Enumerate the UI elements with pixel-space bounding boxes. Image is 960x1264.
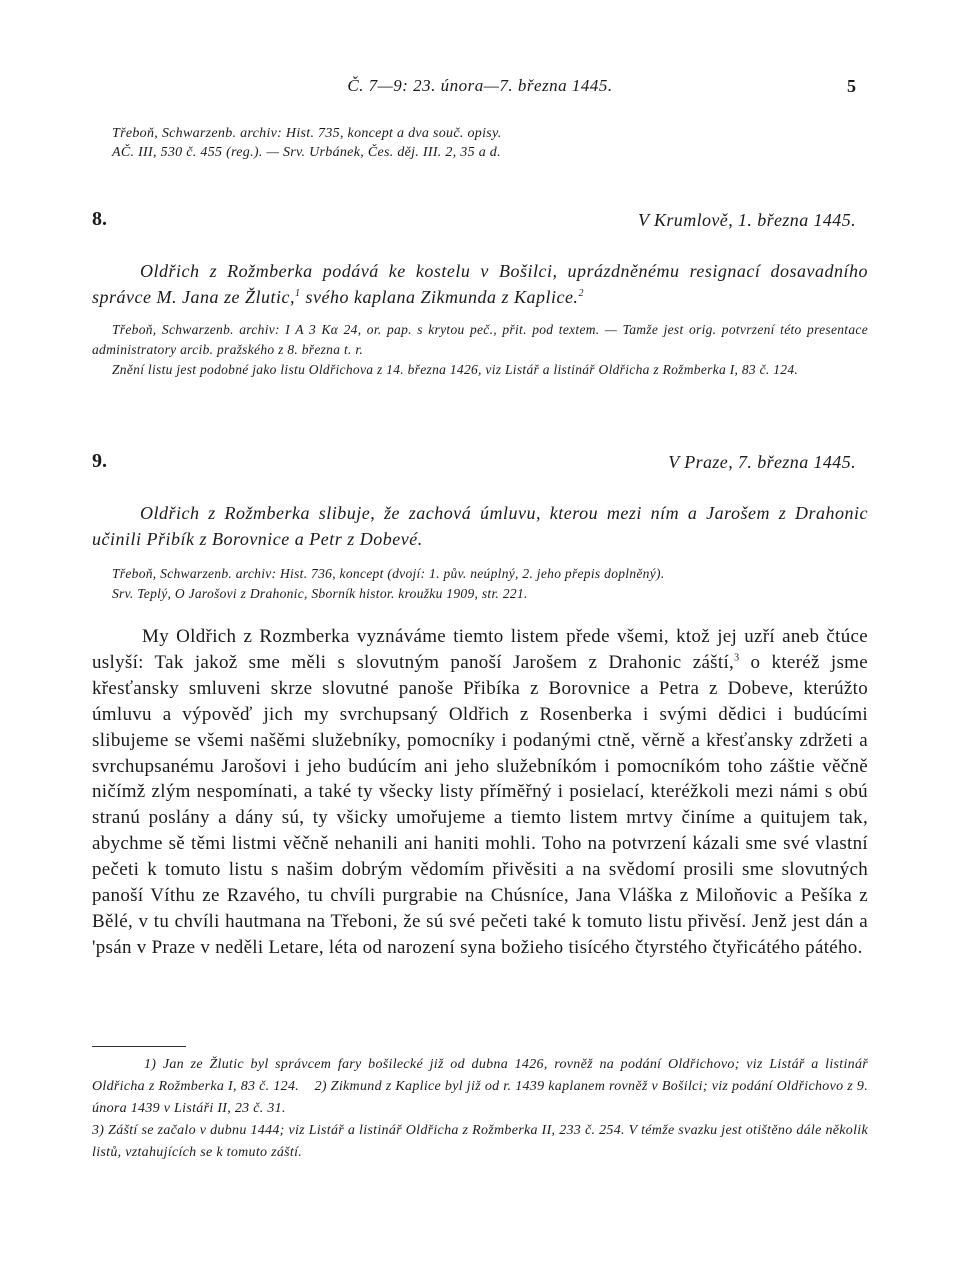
doc8-regest — [92, 258, 868, 310]
footnote-ref[interactable]: 1 — [294, 288, 301, 299]
charter-text-part: My Oldřich z Rozmberka vyznáváme tiemto listem přede všemi, ktož jej uzří aneb čtúce uslyší: Tak jakož sme měli s slovutným panoší Jarošem z Drahonic záští, — [92, 626, 868, 673]
regest-text: Oldřich z Rožmberka podává ke kostelu v Bošilci, uprázdněnému resignací dosavadního správce M. Jana ze Žlutic, — [92, 261, 868, 307]
source-line: AČ. III, 530 č. 455 (reg.). — Srv. Urbánek, Čes. děj. III. 2, 35 a d. — [112, 145, 501, 160]
doc9-place-date: V Praze, 7. března 1445. — [668, 452, 856, 472]
charter-text — [92, 624, 868, 961]
charter-text-part: o kteréž jsme křesťansky smluveni skrze slovutné panoše Přibíka z Borovnice a Petra z Dobeve, kterúžto úmluvu a výpověď jich my svrchupsaný Oldřich z Rosenberka i svými dědici i budúcími slibujeme se všemi našěmi služebníky, pomocníky i podanými ctně, věrně a křesťansky zdržeti a svrchupsanému Jarošovi i jeho budúcím ani jeho služebníkóm i pomocníkóm toho záštie věčně ničímž zlým nespomínati, a také ty všecky listy přímĕřný i posielací, kteréžkoli mezi námi s obú stranú poslány a dány sú, ty všicky umořujeme a tiemto listem mrtvy činíme a quitujem tak, abychme sě těmi listmi věčně nehanili ani haniti mohli. Toho na potvrzení kázali sme své vlastní pečeti k tomuto listu s našim dobrým vědomím přivěsiti a na svědomí prosili sme slovutných panoší Víthu ze Rzavého, tu chvíli purgrabie na Chúsníce, Jana Vláška z Miloňovic a Pešíka z Bělé, v tu chvíli hautmana na Třeboni, že sú své pečeti také k tomuto listu přivěsí. Jenž jest dán a 'psán v Praze v neděli Letare, léta od narození syna božieho tisícého čtyrstého čtyřicátého pátého. — [92, 651, 868, 958]
footnote-text: 1) Jan ze Žlutic byl správcem fary bošilecké již od dubna 1426, rovněž na podání Oldřichovo; viz Listář a listinář Oldřicha z Rožmberka I, 83 č. 124. — [92, 1057, 868, 1094]
doc9-archive-note — [92, 564, 868, 604]
archive-note: Srv. Teplý, O Jarošovi z Drahonic, Sborník histor. kroužku 1909, str. 221. — [112, 586, 528, 601]
running-head: Č. 7—9: 23. února—7. března 1445. — [347, 76, 613, 95]
doc8-number: 8. — [92, 208, 107, 230]
footnote-ref[interactable]: 3 — [734, 652, 740, 664]
doc8-place-date: V Krumlově, 1. března 1445. — [638, 210, 856, 230]
doc9-regest: Oldřich z Rožmberka slibuje, že zachová úmluvu, kterou mezi ním a Jarošem z Drahonic učinili Přibík z Borovnice a Petr z Dobevé. — [92, 503, 868, 549]
footnote-ref[interactable]: 2 — [578, 288, 584, 299]
archive-note: Třeboň, Schwarzenb. archiv: Hist. 736, koncept (dvojí: 1. pův. neúplný, 2. jeho přepis doplněný). — [112, 566, 665, 581]
footnote-text: 2) Zikmund z Kaplice byl již od r. 1439 kaplanem rovněž v Bošilci; viz podání Oldřichovo z 9. února 1439 v Listáři II, 23 č. 31. — [92, 1079, 868, 1116]
page-number: 5 — [847, 76, 856, 96]
source-line: Třeboň, Schwarzenb. archiv: Hist. 735, koncept a dva souč. opisy. — [112, 126, 502, 141]
previous-doc-source — [112, 124, 872, 162]
footnote-divider — [92, 1046, 186, 1047]
archive-note: Znění listu jest podobné jako listu Oldřichova z 14. března 1426, viz Listář a listinář Oldřicha z Rožmberka I, 83 č. 124. — [112, 362, 799, 377]
footnotes — [92, 1054, 868, 1164]
footnote — [92, 1054, 868, 1120]
doc9-text — [92, 624, 868, 961]
footnote: 3) Záští se začalo v dubnu 1444; viz Listář a listinář Oldřicha z Rožmberka II, 233 č. 254. V témže svazku jest otištěno dále několik listů, vztahujících se k tomuto záští. — [92, 1123, 868, 1160]
regest-text: svého kaplana Zikmunda z Kaplice. — [300, 287, 579, 307]
doc8-archive-note — [92, 320, 868, 380]
archive-note: Třeboň, Schwarzenb. archiv: I A 3 Kα 24, or. pap. s krytou peč., přit. pod textem. — Tamže jest orig. potvrzení této presentace administratory arcib. pražského z 8. března t. r. — [92, 322, 868, 357]
doc9-number: 9. — [92, 450, 107, 472]
